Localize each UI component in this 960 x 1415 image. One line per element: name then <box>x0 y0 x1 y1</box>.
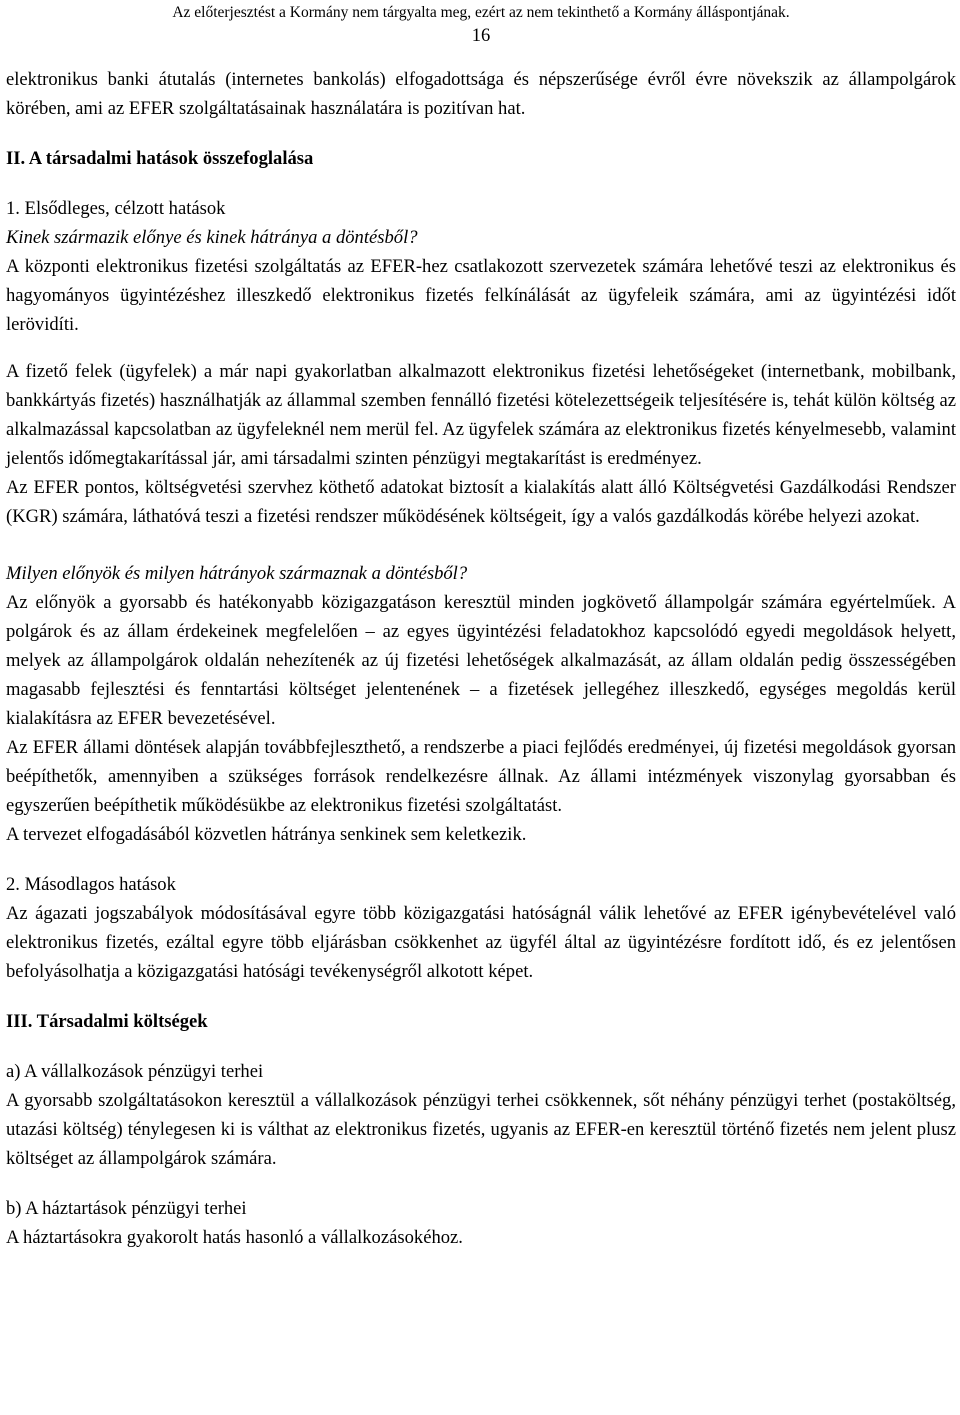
paragraph-paying-parties: A fizető felek (ügyfelek) a már napi gyakorlatban alkalmazott elektronikus fizetési lehetőségeket (internetbank, mobilbank, bankkártyás fizetés) használhatják az állammal szemben fennálló fizetési kötelezettségeik teljesítésére is, tehát külön költség az alkalmazással kapcsolatban az ügyfeleknél nem merül fel. Az ügyfelek számára az elektronikus fizetés kényelmesebb, valamint jelentős időmegtakarítással jár, ami társadalmi szinten pénzügyi megtakarítást is eredményez. <box>6 361 956 469</box>
subheading-primary-impacts: 1. Elsődleges, célzott hatások <box>6 198 226 219</box>
subheading-business-burden: a) A vállalkozások pénzügyi terhei <box>6 1061 264 1082</box>
section-heading-social-costs: III. Társadalmi költségek <box>6 1011 208 1032</box>
paragraph-business-burden: A gyorsabb szolgáltatásokon keresztül a vállalkozások pénzügyi terhei csökkennek, sőt néhány pénzügyi terhet (postaköltség, utazási költség) ténylegesen ki is válthat az elektronikus fizetés, ugyanis az EFER-en keresztül történő fizetés nem jelent plusz költséget az állampolgárok számára. <box>6 1090 956 1169</box>
document-page <box>6 0 956 1252</box>
paragraph-no-disadvantage: A tervezet elfogadásából közvetlen hátránya senkinek sem keletkezik. <box>6 824 527 845</box>
paragraph-secondary: Az ágazati jogszabályok módosításával egyre több közigazgatási hatóságnál válik lehetővé az EFER igénybevételével való elektronikus fizetés, ezáltal egyre több eljárásban csökkenhet az ügyfél által az ügyintézésre fordított idő, és ez jelentősen befolyásolhatja a közigazgatási hatósági tevékenységről alkotott képet. <box>6 903 956 982</box>
paragraph-efer-data: Az EFER pontos, költségvetési szervhez köthető adatokat biztosít a kialakítás alatt álló Költségvetési Gazdálkodási Rendszer (KGR) számára, láthatóvá teszi a fizetési rendszer működésének költségeit, így a valós gazdálkodás körébe helyezi azokat. <box>6 477 956 527</box>
paragraph-advantages: Az előnyök a gyorsabb és hatékonyabb közigazgatáson keresztül minden jogkövető állampolgár számára egyértelműek. A polgárok és az állam érdekeinek megfelelően – az egyes ügyintézési feladatokhoz kapcsolódó egyedi megoldások helyett, melyek az állampolgárok oldalán nehezítenék az új fizetési lehetőségek alkalmazását, az állam oldalán pedig összességében magasabb fejlesztési és fenntartási költséget jelentenének – a fizetések jellegéhez illeszkedő, egységes megoldás kerül kialakításra az EFER bevezetésével. <box>6 592 956 729</box>
paragraph-central-payment: A központi elektronikus fizetési szolgáltatás az EFER-hez csatlakozott szervezetek számára lehetővé teszi az elektronikus és hagyományos ügyintézéshez illeszkedő elektronikus fizetés felkínálását az ügyfeleik számára, ami az ügyintézési időt lerövidíti. <box>6 256 956 335</box>
section-heading-social-impacts: II. A társadalmi hatások összefoglalása <box>6 148 314 169</box>
paragraph-intro: elektronikus banki átutalás (internetes bankolás) elfogadottsága és népszerűsége évről évre növekszik az állampolgárok körében, ami az EFER szolgáltatásainak használatára is pozitívan hat. <box>6 69 956 119</box>
subheading-secondary-impacts: 2. Másodlagos hatások <box>6 874 176 895</box>
paragraph-development: Az EFER állami döntések alapján továbbfejleszthető, a rendszerbe a piaci fejlődés eredményei, új fizetési megoldások gyorsan beépíthetők, amennyiben a szükséges források rendelkezésre állnak. Az állami intézmények viszonylag gyorsabban és egyszerűen beépíthetik működésükbe az elektronikus fizetési szolgáltatást. <box>6 737 956 816</box>
paragraph-household-burden: A háztartásokra gyakorolt hatás hasonló a vállalkozásokéhoz. <box>6 1227 463 1248</box>
subheading-household-burden: b) A háztartások pénzügyi terhei <box>6 1198 247 1219</box>
question-advantages: Milyen előnyök és milyen hátrányok származnak a döntésből? <box>6 563 468 584</box>
page-number: 16 <box>471 26 491 46</box>
header-note: Az előterjesztést a Kormány nem tárgyalta meg, ezért az nem tekinthető a Kormány álláspontjának. <box>172 4 790 21</box>
question-who-benefits: Kinek származik előnye és kinek hátránya a döntésből? <box>6 227 418 248</box>
